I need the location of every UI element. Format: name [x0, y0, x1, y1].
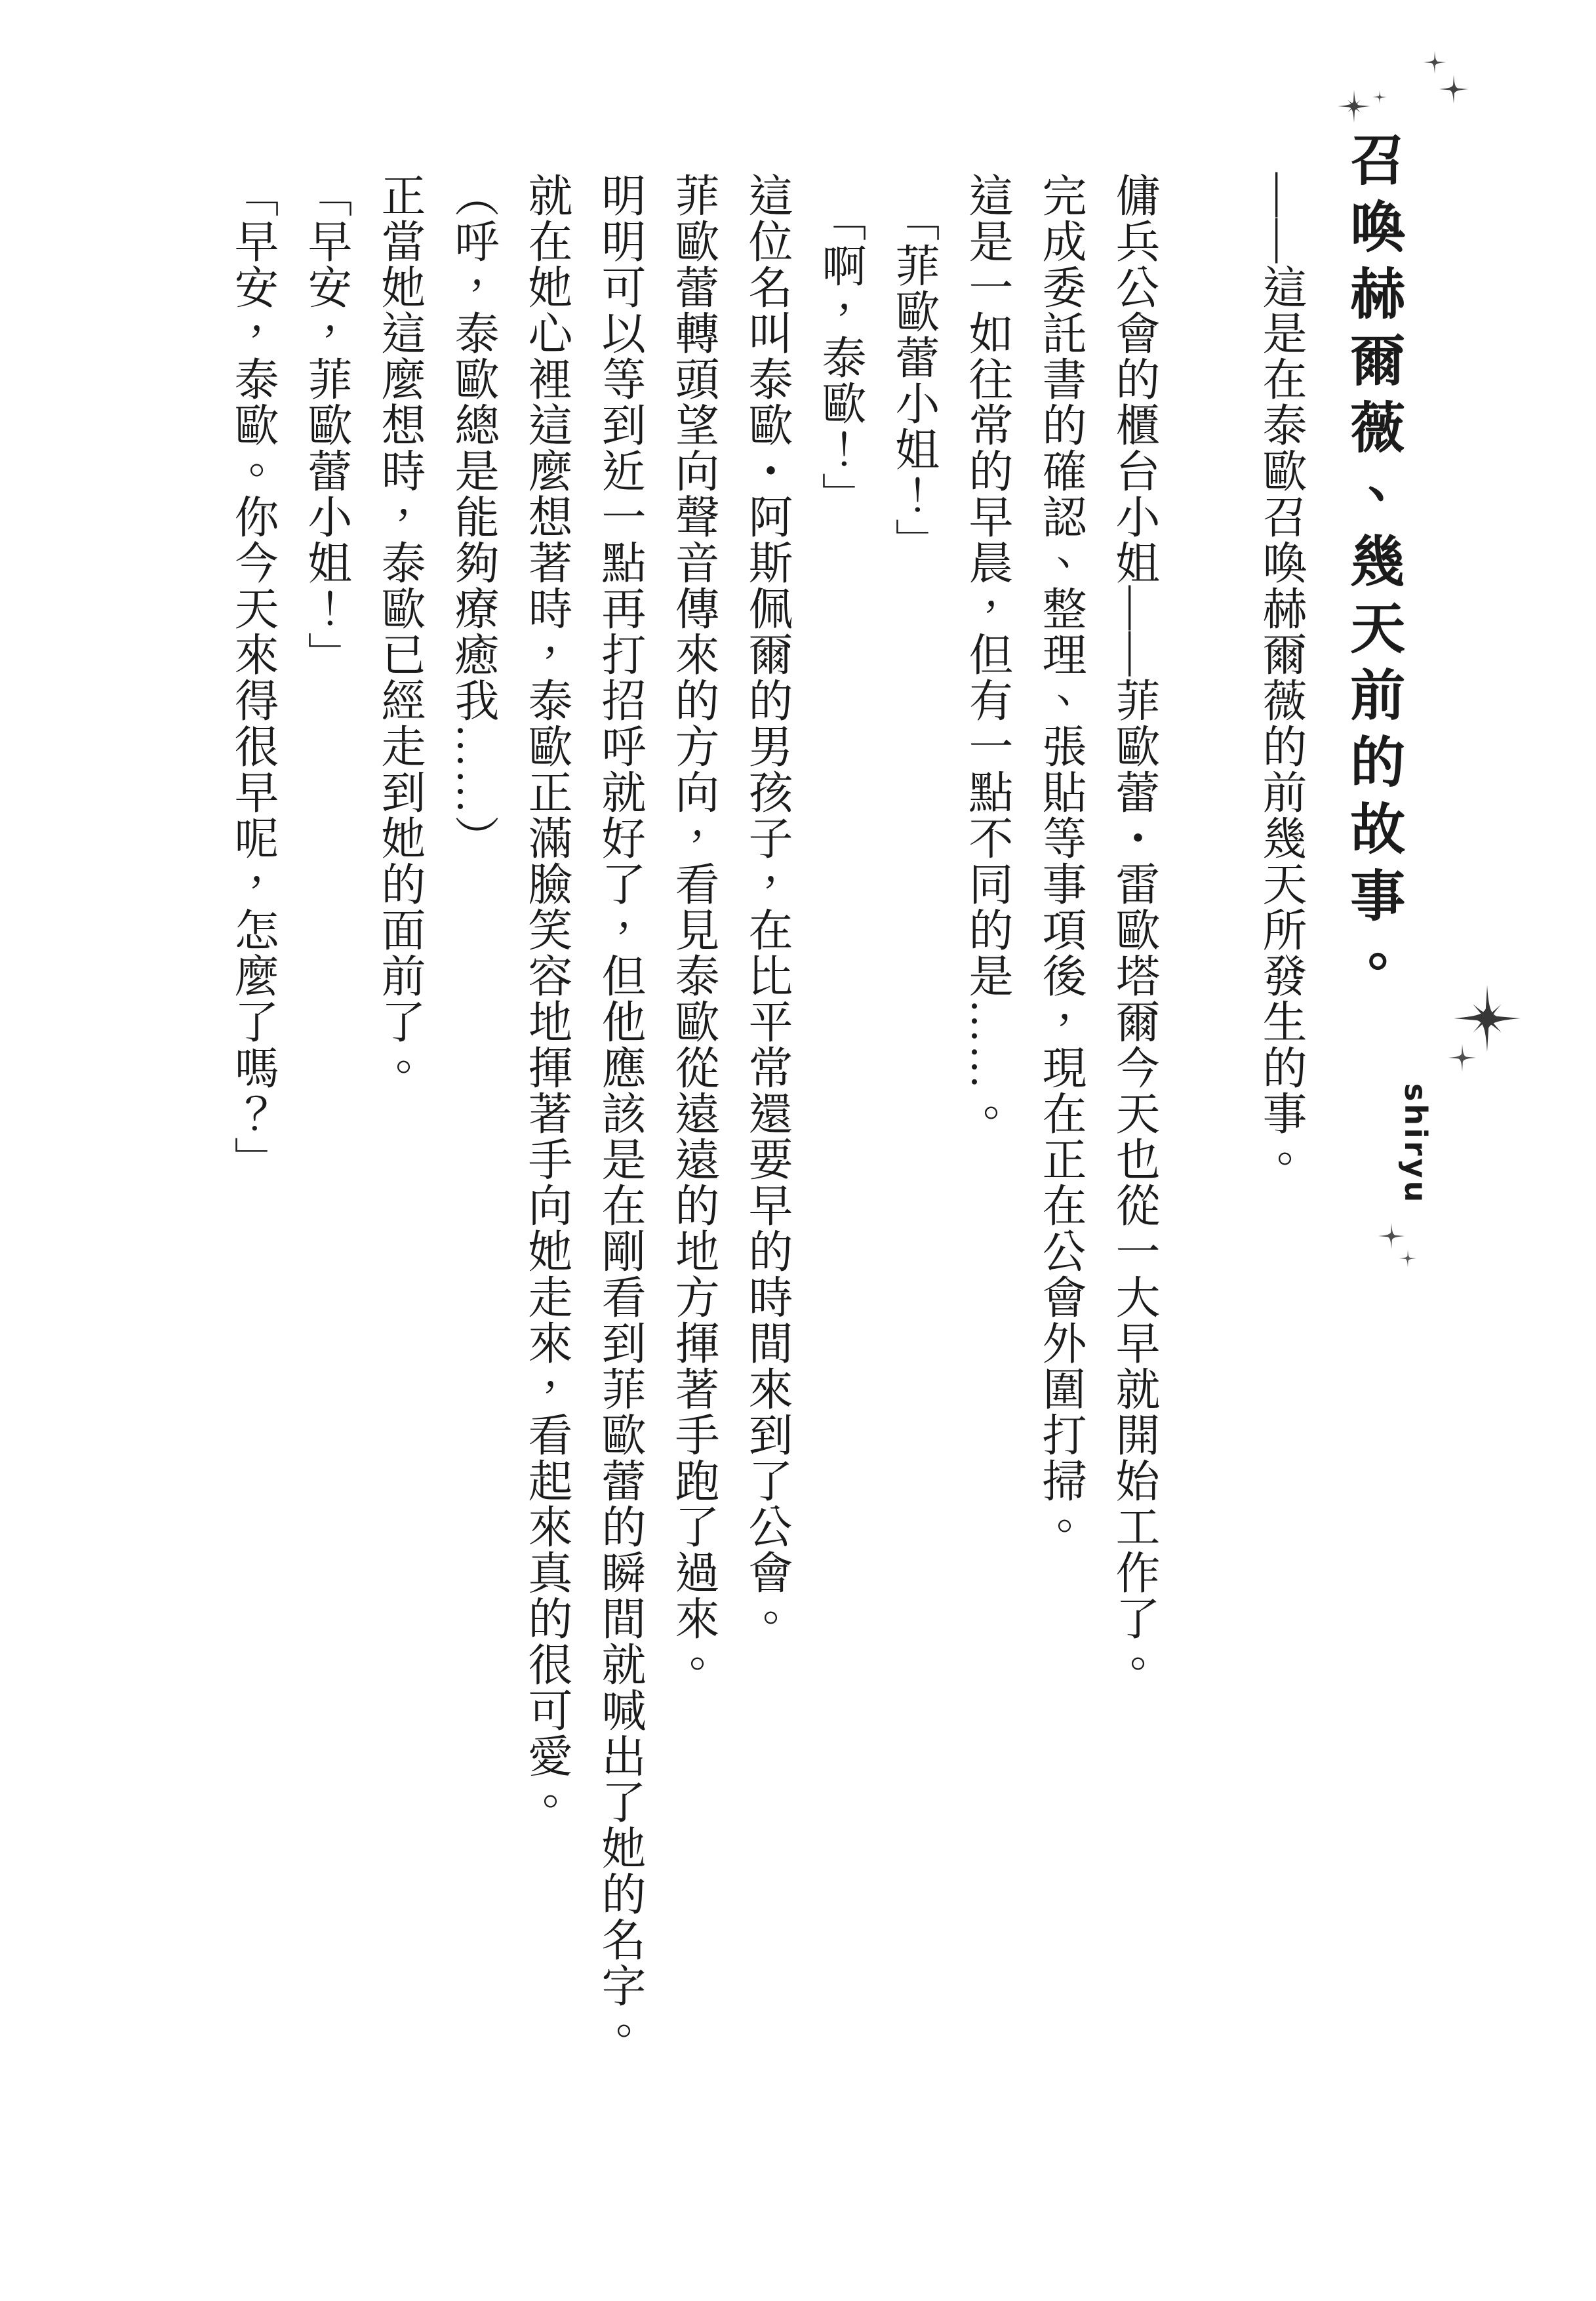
- sparkle-icon: [1378, 1222, 1405, 1250]
- paragraph-dialogue: 「早安，泰歐。你今天來得很早呢，怎麼了嗎？」: [228, 172, 278, 1182]
- star-icon: [1337, 89, 1371, 123]
- sparkle-icon: [1372, 90, 1387, 104]
- sparkle-icon: [1399, 1249, 1417, 1268]
- sparkle-icon: [1423, 50, 1446, 74]
- paragraph-thought: （呼，泰歐總是能夠療癒我……）: [449, 172, 498, 861]
- paragraph-narration: 傭兵公會的櫃台小姐——菲歐蕾・雷歐塔爾今天也從一大早就開始工作了。: [1109, 172, 1159, 1687]
- story-text: [216, 128, 1318, 2069]
- paragraph-dialogue: 「啊，泰歐！」: [816, 197, 866, 519]
- sparkle-icon: [1439, 74, 1469, 104]
- paragraph-narration: 就在她心裡這麼想著時，泰歐正滿臉笑容地揮著手向她走來，看起來真的很可愛。: [522, 172, 572, 1825]
- author-credit: shiryu: [1398, 1083, 1433, 1205]
- paragraph-narration: 這位名叫泰歐・阿斯佩爾的男孩子，在比平常還要早的時間來到了公會。: [742, 172, 792, 1641]
- paragraph-narration: 完成委託書的確認、整理、張貼等事項後，現在正在公會外圍打掃。: [1036, 172, 1086, 1550]
- paragraph-dialogue: 「菲歐蕾小姐！」: [889, 197, 939, 565]
- paragraph-narration: 這是一如往常的早晨，但有一點不同的是……。: [963, 172, 1012, 1136]
- paragraph-narration: 正當她這麼想時，泰歐已經走到她的面前了。: [375, 172, 425, 1090]
- sparkle-icon: [1448, 1043, 1477, 1072]
- page-title: 召喚赫爾薇、幾天前的故事。: [1341, 131, 1406, 1001]
- paragraph-narration: 菲歐蕾轉頭望向聲音傳來的方向，看見泰歐從遠遠的地方揮著手跑了過來。: [669, 172, 719, 1687]
- paragraph-blank: [1171, 128, 1245, 2069]
- paragraph-narration: 明明可以等到近一點再打招呼就好了，但他應該是在剛看到菲歐蕾的瞬間就喊出了她的名字。: [595, 172, 645, 2054]
- paragraph-dialogue: 「早安，菲歐蕾小姐！」: [302, 172, 351, 677]
- paragraph-narration: ——這是在泰歐召喚赫爾薇的前幾天所發生的事。: [1256, 172, 1306, 1182]
